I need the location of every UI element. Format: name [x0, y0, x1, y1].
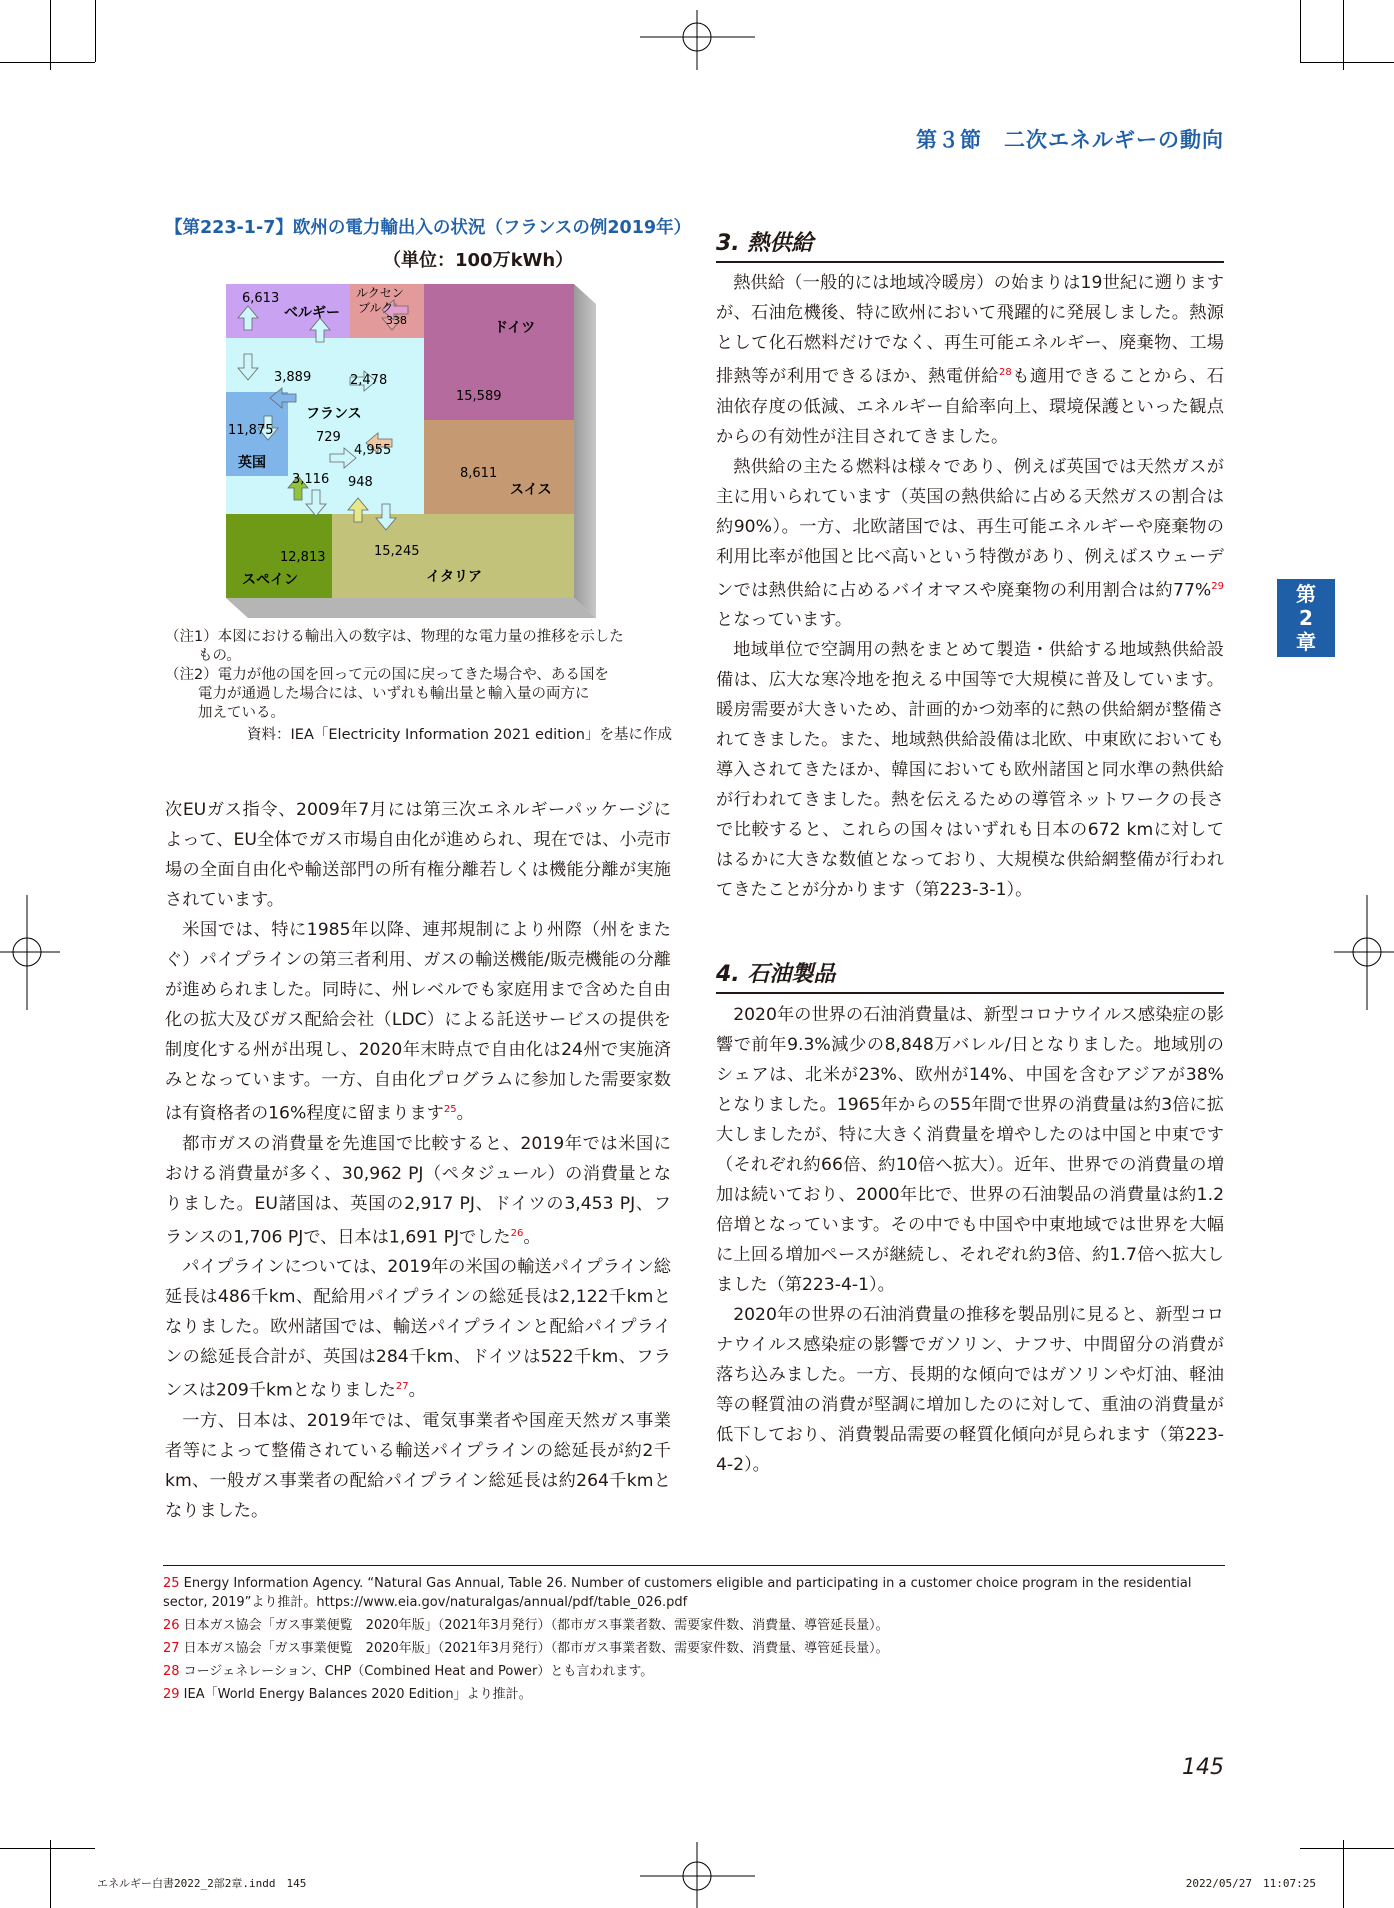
chapter-tab-line: 第: [1296, 582, 1316, 606]
crop-mark: [95, 0, 96, 62]
registration-mark-left: [0, 895, 60, 1010]
crop-mark: [1300, 62, 1394, 63]
crop-mark: [1343, 1840, 1344, 1908]
figure-unit: （単位：100万kWh）: [383, 250, 574, 271]
footnote: 29 IEA「World Energy Balances 2020 Edition」より推計。: [163, 1687, 532, 1702]
electricity-flow-diagram: [224, 282, 610, 622]
footnote: 25 Energy Information Agency. “Natural Gas Annual, Table 26. Number of customers eligible and participating in a customer choice program in the residential sector, 2019”より推計。https://www.eia.gov/naturalgas/annual/pdf/table_026.pdf: [163, 1576, 1192, 1610]
value-label: 8,611: [460, 466, 498, 481]
italy-block: [332, 514, 574, 598]
value-label: 11,875: [228, 423, 274, 438]
note: （注1）本図における輸出入の数字は、物理的な電力量の推移を示した もの。: [165, 629, 624, 664]
value-label: 2,478: [350, 373, 388, 388]
paragraph: 熱供給（一般的には地域冷暖房）の始まりは19世紀に遡りますが、石油危機後、特に欧州において飛躍的に発展しました。熱源として化石燃料だけでなく、再生可能エネルギー、廃棄物、工場排熱等が利用できるほか、熱電併給$^{28}$も適用できることから、石油依存度の低減、エネルギー自給率向上、環境保護といった観点からの有効性が注目されてきました。: [716, 273, 1224, 447]
crop-mark: [1343, 0, 1344, 70]
switzerland-block: [424, 420, 574, 514]
paragraph: パイプラインについては、2019年の米国の輸送パイプライン総延長は486千km、配給用パイプラインの総延長は2,122千kmとなりました。欧州諸国では、輸送パイプラインと配給パイプラインの総延長合計が、英国は284千km、ドイツは522千km、フランスは209千kmとなりました$^{27}$。: [165, 1257, 671, 1402]
figure-notes: [165, 628, 672, 745]
paragraph: 2020年の世界の石油消費量の推移を製品別に見ると、新型コロナウイルス感染症の影響でガソリン、ナフサ、中間留分の消費が落ち込みました。一方、長期的な傾向ではガソリンや灯油、軽油等の軽質油の消費が堅調に増加したのに対して、重油の消費量が低下しており、消費製品需要の軽質化傾向が見られます（第223-4-2）。: [716, 1305, 1224, 1475]
crop-mark: [50, 0, 51, 70]
value-label: 3,116: [292, 472, 330, 487]
crop-mark: [0, 1848, 95, 1849]
country-label-germany: ドイツ: [494, 320, 536, 336]
paragraph: 米国では、特に1985年以降、連邦規制により州際（州をまたぐ）パイプラインの第三者利用、ガスの輸送機能/販売機能の分離が進められました。同時に、州レベルでも家庭用まで含めた自由化の拡大及びガス配給会社（LDC）による託送サービスの提供を制度化する州が出現し、2020年末時点で自由化は24州で実施済みとなっています。一方、自由化プログラムに参加した需要家数は有資格者の16%程度に留まります$^{25}$。: [165, 920, 671, 1124]
crop-mark: [0, 62, 95, 63]
right-column-sec3: [716, 268, 1224, 905]
figure-source: 資料：IEA「Electricity Information 2021 edition」を基に作成: [247, 727, 672, 743]
country-label-italy: イタリア: [426, 569, 482, 585]
value-label: 6,613: [242, 291, 280, 306]
value-label: 12,813: [280, 550, 326, 565]
chapter-tab: [1277, 579, 1335, 657]
footnote: 27 日本ガス協会「ガス事業便覧 2020年版」（2021年3月発行）（都市ガス事業者数、需要家件数、消費量、導管延長量）。: [163, 1641, 889, 1656]
left-column: [165, 795, 671, 1526]
country-label-france: フランス: [306, 406, 362, 422]
note: （注2）電力が他の国を回って元の国に戻ってきた場合や、ある国を 電力が通過した場合には、いずれも輸出量と輸入量の両方に 加えている。: [165, 667, 609, 721]
paragraph: 地域単位で空調用の熱をまとめて製造・供給する地域熱供給設備は、広大な寒冷地を抱える中国等で大規模に普及しています。暖房需要が大きいため、計画的かつ効率的に熱の供給網が整備されてきました。また、地域熱供給設備は北欧、中東欧においても導入されてきたほか、韓国においても欧州諸国と同水準の熱供給が行われてきました。熱を伝えるための導管ネットワークの長さで比較すると、これらの国々はいずれも日本の672 kmに対してはるかに大きな数値となっており、大規模な供給網整備が行われてきたことが分かります（第223-3-1）。: [716, 640, 1224, 901]
footnotes: [163, 1574, 1225, 1708]
heading-oil-products: 4. 石油製品: [716, 957, 1224, 994]
value-label: 729: [316, 430, 341, 445]
country-label-luxembourg: ブルク: [358, 301, 394, 315]
diagram-side-face: [574, 284, 596, 618]
country-label-switzerland: スイス: [510, 482, 552, 498]
footnote: 26 日本ガス協会「ガス事業便覧 2020年版」（2021年3月発行）（都市ガス事業者数、需要家件数、消費量、導管延長量）。: [163, 1618, 889, 1633]
country-label-luxembourg: ルクセン: [356, 286, 404, 300]
footnote-ref[interactable]: 25: [443, 1104, 457, 1115]
footnote-ref[interactable]: 29: [1211, 580, 1224, 592]
value-label: 3,889: [274, 370, 312, 385]
chapter-tab-line: 章: [1296, 630, 1316, 654]
figure-title: 【第223-1-7】欧州の電力輸出入の状況（フランスの例2019年）: [165, 218, 692, 238]
registration-mark-bottom: [640, 1842, 755, 1908]
country-label-spain: スペイン: [242, 572, 298, 588]
page-number: 145: [1182, 1755, 1224, 1780]
section-header: 第３節 二次エネルギーの動向: [916, 128, 1224, 152]
footnote-ref[interactable]: 28: [999, 367, 1012, 378]
crop-mark: [50, 1840, 51, 1908]
paragraph: 熱供給の主たる燃料は様々であり、例えば英国では天然ガスが主に用いられています（英国の熱供給に占める天然ガスの割合は約90%）。一方、北欧諸国では、再生可能エネルギーや廃棄物の利用比率が他国と比べ高いという特徴があり、例えばスウェーデンでは熱供給に占めるバイオマスや廃棄物の利用割合は約77%$^{29}$となっています。: [716, 456, 1224, 631]
right-column-sec4: [716, 1000, 1224, 1480]
value-label: 338: [386, 314, 407, 327]
country-label-belgium: ベルギー: [284, 305, 340, 321]
footnote-ref[interactable]: 27: [395, 1381, 409, 1393]
slug-filename: エネルギー白書2022_2部2章.indd 145: [97, 1877, 307, 1890]
footnote-divider: [163, 1565, 1225, 1566]
paragraph: 一方、日本は、2019年では、電気事業者や国産天然ガス事業者等によって整備されている輸送パイプラインの総延長が約2千km、一般ガス事業者の配給パイプライン総延長は約264千kmとなりました。: [165, 1411, 671, 1522]
crop-mark: [1300, 0, 1301, 62]
chapter-tab-line: 2: [1299, 606, 1313, 630]
registration-mark-right: [1334, 895, 1394, 1010]
value-label: 15,245: [374, 544, 420, 559]
value-label: 948: [348, 475, 373, 490]
value-label: 15,589: [456, 389, 502, 404]
footnote-ref[interactable]: 26: [510, 1227, 524, 1239]
footnote: 28 コージェネレーション、CHP（Combined Heat and Power）とも言われます。: [163, 1664, 654, 1679]
value-label: 4,955: [354, 443, 392, 458]
slug-timestamp: 2022/05/27 11:07:25: [1185, 1877, 1316, 1890]
diagram-bottom-face: [226, 598, 596, 618]
paragraph: 2020年の世界の石油消費量は、新型コロナウイルス感染症の影響で前年9.3%減少の8,848万バレル/日となりました。地域別のシェアは、北米が23%、欧州が14%、中国を含むアジアが38%となりました。1965年からの55年間で世界の消費量は約3倍に拡大しましたが、特に大きく消費量を増やしたのは中国と中東です（それぞれ約66倍、約10倍へ拡大）。近年、世界での消費量の増加は続いており、2000年比で、世界の石油製品の消費量は約1.2倍増となっています。その中でも中国や中東地域では世界を大幅に上回る増加ペースが継続し、それぞれ約3倍、約1.7倍へ拡大しました（第223-4-1）。: [716, 1005, 1224, 1295]
crop-mark: [1300, 1848, 1394, 1849]
paragraph: 次EUガス指令、2009年7月には第三次エネルギーパッケージによって、EU全体でガス市場自由化が進められ、現在では、小売市場の全面自由化や輸送部門の所有権分離若しくは機能分離が実施されています。: [165, 800, 671, 910]
paragraph: 都市ガスの消費量を先進国で比較すると、2019年では米国における消費量が多く、30,962 PJ（ペタジュール）の消費量となりました。EU諸国は、英国の2,917 PJ、ドイツの3,453 PJ、フランスの1,706 PJで、日本は1,691 PJでした$^{26}$。: [165, 1133, 671, 1248]
heading-heat-supply: 3. 熱供給: [716, 226, 1224, 263]
country-label-uk: 英国: [238, 455, 266, 471]
registration-mark-top: [640, 10, 755, 70]
